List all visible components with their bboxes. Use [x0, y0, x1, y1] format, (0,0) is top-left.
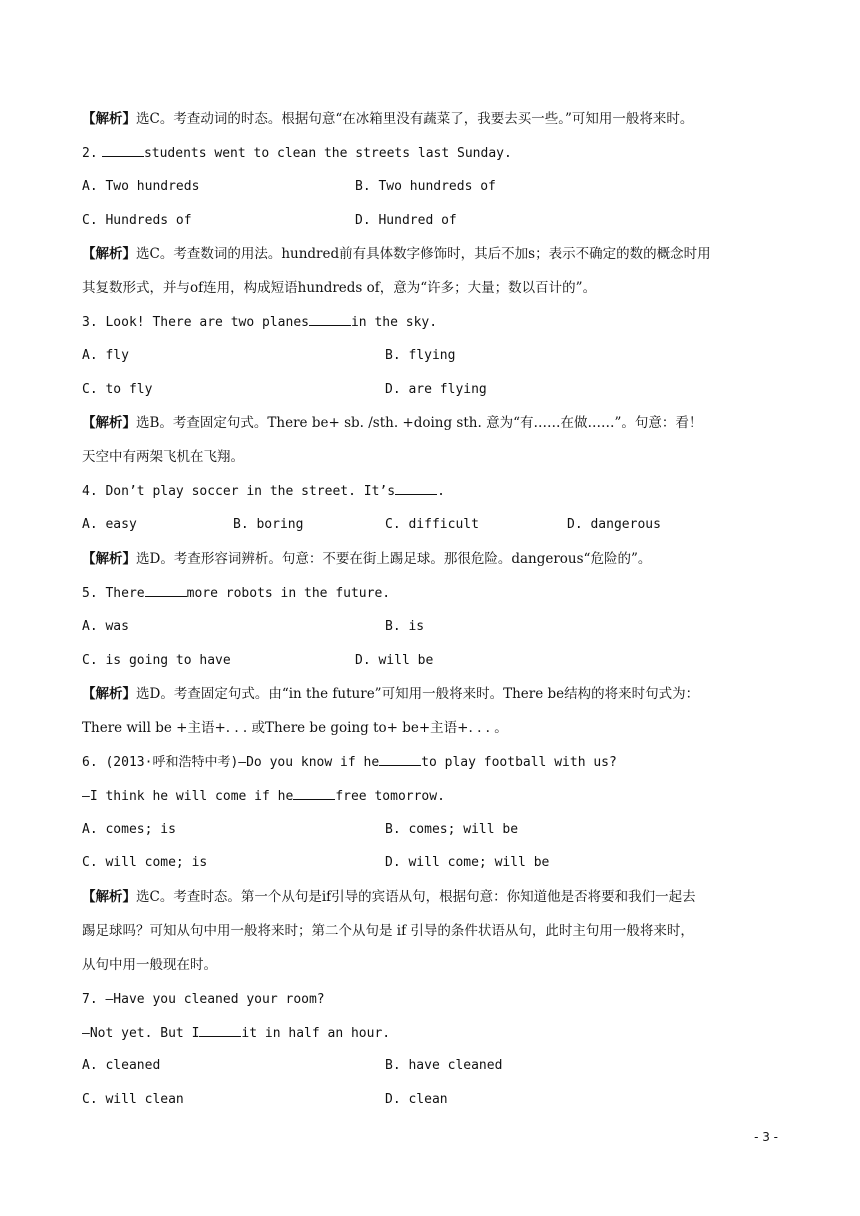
q2-option-c: C. Hundreds of [82, 213, 192, 228]
analysis-tag: 【解析】 [82, 889, 136, 905]
q7-stem [82, 988, 788, 1010]
analysis-text: 选C。考查动词的时态。根据句意“在冰箱里没有蔬菜了，我要去买一些。”可知用一般将来时。 [136, 111, 694, 127]
q4-option-b: B. boring [233, 517, 304, 532]
answer-blank [309, 311, 351, 326]
q6-analysis-line-3: 从句中用一般现在时。 [82, 957, 217, 973]
question-text-end: it in half an hour. [241, 1026, 391, 1041]
answer-blank [102, 142, 144, 157]
answer-blank [145, 582, 187, 597]
analysis-tag: 【解析】 [82, 415, 136, 431]
question-text: 3. Look! There are two planes [82, 315, 309, 330]
q5-option-a: A. was [82, 619, 129, 634]
q5-option-c: C. is going to have [82, 653, 231, 668]
analysis-text: 选D。考查固定句式。由“in the future”可知用一般将来时。There be结构的将来时句式为： [136, 686, 700, 702]
q5-option-b: B. is [385, 619, 425, 634]
question-text: —Not yet. But I [82, 1026, 200, 1041]
q6-analysis-line-1 [82, 886, 788, 908]
q6-option-b: B. comes; will be [385, 822, 519, 837]
question-text-end: to play football with us? [421, 755, 617, 770]
page-number: - 3 - [754, 1130, 778, 1144]
question-text: 7. —Have you cleaned your room? [82, 992, 325, 1007]
q3-option-d: D. are flying [385, 382, 487, 397]
question-text-end: . [437, 484, 445, 499]
answer-blank [379, 751, 421, 766]
question-text-end: more robots in the future. [186, 586, 391, 601]
analysis-tag: 【解析】 [82, 551, 136, 567]
answer-blank [293, 785, 335, 800]
q2-option-b: B. Two hundreds of [355, 179, 496, 194]
q2-option-a: A. Two hundreds [82, 179, 200, 194]
q4-analysis [82, 548, 788, 570]
question-text: students went to clean the streets last Sunday. [143, 146, 512, 161]
q4-option-c: C. difficult [385, 517, 479, 532]
analysis-text: 选C。考查时态。第一个从句是if引导的宾语从句，根据句意：你知道他是否将要和我们一起去 [136, 889, 696, 905]
q4-option-a: A. easy [82, 517, 137, 532]
q3-option-a: A. fly [82, 348, 129, 363]
q5-stem [82, 582, 788, 604]
question-text: —I think he will come if he [82, 789, 294, 804]
q6-stem [82, 751, 788, 773]
q2-stem [82, 142, 788, 164]
answer-blank [199, 1022, 241, 1037]
q7-option-a: A. cleaned [82, 1058, 161, 1073]
q3-option-c: C. to fly [82, 382, 153, 397]
analysis-tag: 【解析】 [82, 111, 136, 127]
question-text: 4. Don’t play soccer in the street. It’s [82, 484, 396, 499]
q3-stem [82, 311, 788, 333]
question-text-end: in the sky. [350, 315, 438, 330]
q6-stem-line-2 [82, 785, 788, 807]
q3-analysis-line-2: 天空中有两架飞机在飞翔。 [82, 449, 244, 465]
q2-option-d: D. Hundred of [355, 213, 457, 228]
analysis-tag: 【解析】 [82, 686, 136, 702]
q7-option-d: D. clean [385, 1092, 448, 1107]
q6-option-d: D. will come; will be [385, 855, 550, 870]
question-number: 2. [82, 146, 98, 161]
analysis-text: 选D。考查形容词辨析。句意：不要在街上踢足球。那很危险。dangerous“危险的”。 [136, 551, 652, 567]
analysis-text: 选B。考查固定句式。There be+ sb. /sth. +doing sth. 意为“有……在做……”。句意：看！ [136, 415, 703, 431]
q7-option-b: B. have cleaned [385, 1058, 503, 1073]
q7-stem-line-2 [82, 1022, 788, 1044]
q4-stem [82, 480, 788, 502]
q6-option-a: A. comes; is [82, 822, 176, 837]
q6-option-c: C. will come; is [82, 855, 208, 870]
q5-analysis-line-2: There will be +主语+. . . 或There be going to+ be+主语+. . . 。 [82, 720, 508, 736]
question-text-end: free tomorrow. [335, 789, 445, 804]
q7-option-c: C. will clean [82, 1092, 184, 1107]
analysis-tag: 【解析】 [82, 246, 136, 262]
answer-blank [395, 480, 437, 495]
analysis-text: 选C。考查数词的用法。hundred前有具体数字修饰时，其后不加s；表示不确定的数的概念时用 [136, 246, 711, 262]
q1-analysis [82, 108, 788, 130]
q5-option-d: D. will be [355, 653, 434, 668]
q4-option-d: D. dangerous [567, 517, 661, 532]
q2-analysis-line-1 [82, 243, 788, 265]
question-text: 6. (2013·呼和浩特中考)—Do you know if he [82, 755, 380, 770]
q2-analysis-line-2: 其复数形式，并与of连用，构成短语hundreds of，意为“许多；大量；数以百计的”。 [82, 280, 597, 296]
q3-analysis-line-1 [82, 412, 788, 434]
q3-option-b: B. flying [385, 348, 456, 363]
q6-analysis-line-2: 踢足球吗？可知从句中用一般将来时；第二个从句是 if 引导的条件状语从句，此时主句用一般将来时， [82, 923, 694, 939]
q5-analysis-line-1 [82, 683, 788, 705]
question-text: 5. There [82, 586, 145, 601]
